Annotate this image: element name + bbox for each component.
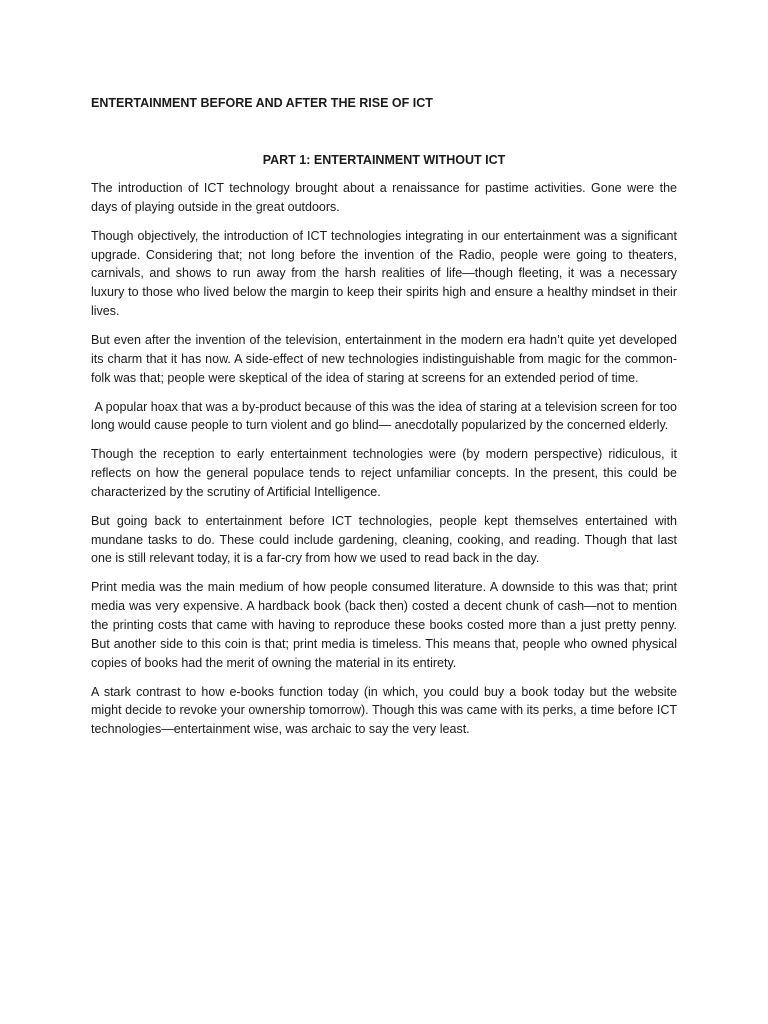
paragraph-2: Though objectively, the introduction of ICT technologies integrating in our entertainment was a significant upgrade. Considering that; not long before the invention of the Radio, people were going to theaters, carnivals, and shows to run away from the harsh realities of life—though fleeting, it was a necessary luxury to those who lived below the margin to keep their spirits high and ensure a healthy mindset in their lives.: [91, 228, 677, 318]
document-page: [91, 95, 677, 749]
paragraph-1: The introduction of ICT technology brought about a renaissance for pastime activities. Gone were the days of playing outside in the great outdoors.: [91, 181, 677, 214]
paragraph-6: But going back to entertainment before ICT technologies, people kept themselves entertained with mundane tasks to do. These could include gardening, cleaning, cooking, and reading. Though that last one is still relevant today, it is a far-cry from how we used to read back in the day.: [91, 513, 677, 566]
paragraph-5: Though the reception to early entertainment technologies were (by modern perspective) ridiculous, it reflects on how the general populace tends to reject unfamiliar concepts. In the present, this could be characterized by the scrutiny of Artificial Intelligence.: [91, 447, 677, 499]
paragraph-7: Print media was the main medium of how people consumed literature. A downside to this was that; print media was very expensive. A hardback book (back then) costed a decent chunk of cash—not to mention the printing costs that came with having to reproduce these books costed more than a just pretty penny. But another side to this coin is that; print media is timeless. This means that, people who owned physical copies of books had the merit of owning the material in its entirety.: [91, 580, 677, 670]
document-title: ENTERTAINMENT BEFORE AND AFTER THE RISE OF ICT: [91, 96, 433, 110]
paragraph-3: But even after the invention of the television, entertainment in the modern era hadn’t quite yet developed its charm that it has now. A side-effect of new technologies indistinguishable from magic for the common-folk was that; people were skeptical of the idea of staring at screens for an extended period of time.: [91, 332, 677, 385]
paragraph-4: A popular hoax that was a by-product because of this was the idea of staring at a television screen for too long would cause people to turn violent and go blind— anecdotally popularized by the concerned elderly.: [91, 399, 677, 433]
part-heading: PART 1: ENTERTAINMENT WITHOUT ICT: [262, 153, 506, 167]
paragraph-8: A stark contrast to how e-books function today (in which, you could buy a book today but the website might decide to revoke your ownership tomorrow). Though this was came with its perks, a time before ICT technologies—entertainment wise, was archaic to say the very least.: [91, 684, 677, 737]
